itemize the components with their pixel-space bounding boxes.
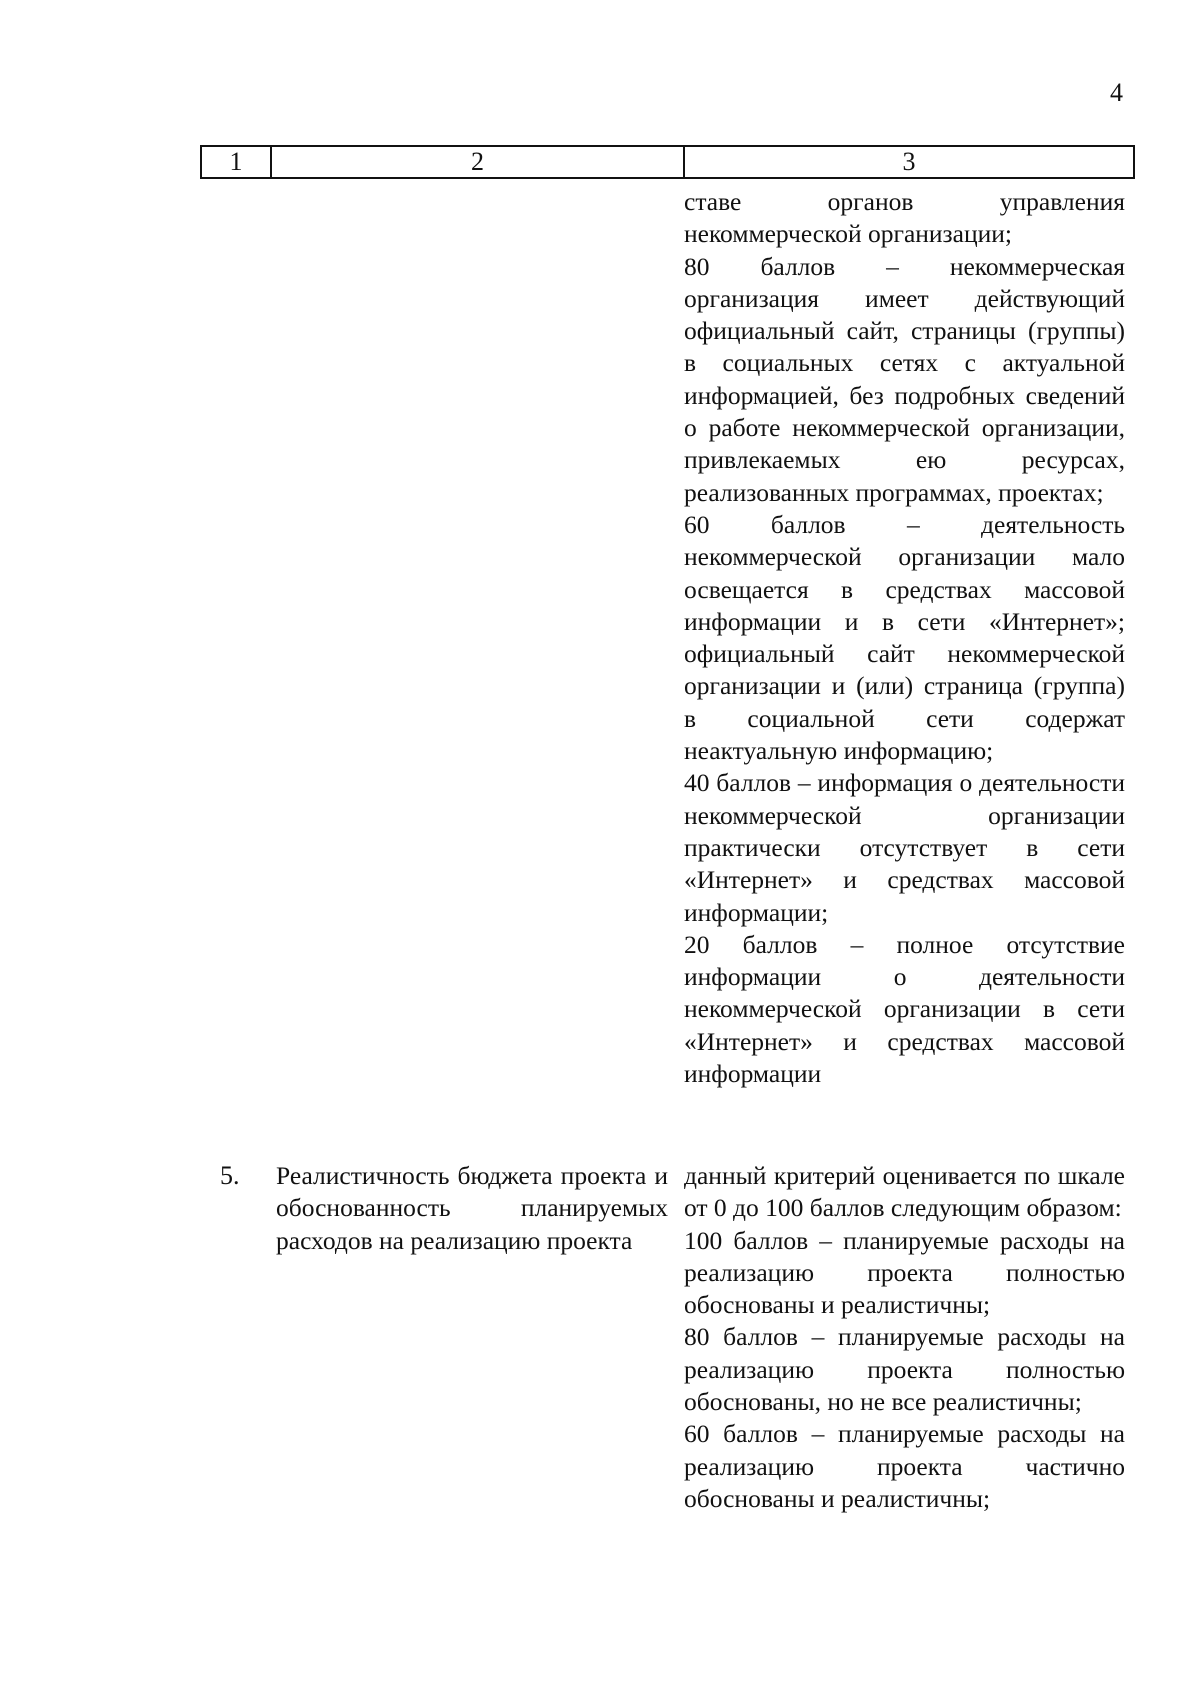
- scoring-paragraph: 80 баллов – некоммерческая организация имеет действующий официальный сайт, страницы (группы) в социальных сетях с актуальной информацией, без подробных сведений о работе некоммерческой организации, привлекаемых ею ресурсах, реализованных программах, проектах;: [684, 251, 1125, 507]
- table-header-col-1: 1: [202, 147, 272, 177]
- continuation-scoring-text: [684, 186, 1125, 1090]
- scoring-paragraph: 40 баллов – информация о деятельности некоммерческой организации практически отсутствует в сети «Интернет» и средствах массовой информации;: [684, 768, 1125, 927]
- scoring-paragraph: 100 баллов – планируемые расходы на реализацию проекта полностью обоснованы и реалистичны;: [684, 1225, 1125, 1320]
- scoring-paragraph: 20 баллов – полное отсутствие информации о деятельности некоммерческой организации в сети «Интернет» и средствах массовой информации: [684, 929, 1125, 1089]
- criterion-description: [684, 1160, 1125, 1515]
- criterion-name: Реалистичность бюджета проекта и обоснованность планируемых расходов на реализацию проекта: [276, 1161, 668, 1255]
- table-header-row: [200, 145, 1135, 179]
- scoring-paragraph: 60 баллов – деятельность некоммерческой организации мало освещается в средствах массовой информации и в сети «Интернет»; официальный сайт некоммерческой организации и (или) страница (группа) в социальной сети содержат неактуальную информацию;: [684, 509, 1125, 766]
- scoring-paragraph: 80 баллов – планируемые расходы на реализацию проекта полностью обоснованы, но не все реалистичны;: [684, 1322, 1125, 1417]
- page-number: 4: [1110, 78, 1123, 107]
- row-number: 5.: [220, 1161, 240, 1190]
- table-header-col-3: 3: [902, 147, 916, 176]
- scoring-paragraph: ставе органов управления некоммерческой организации;: [684, 187, 1125, 249]
- scoring-paragraph: 60 баллов – планируемые расходы на реализацию проекта частично обоснованы и реалистичны;: [684, 1419, 1125, 1513]
- scoring-paragraph: данный критерий оценивается по шкале от 0 до 100 баллов следующим образом:: [684, 1161, 1125, 1223]
- table-header-col-2: 2: [272, 147, 685, 177]
